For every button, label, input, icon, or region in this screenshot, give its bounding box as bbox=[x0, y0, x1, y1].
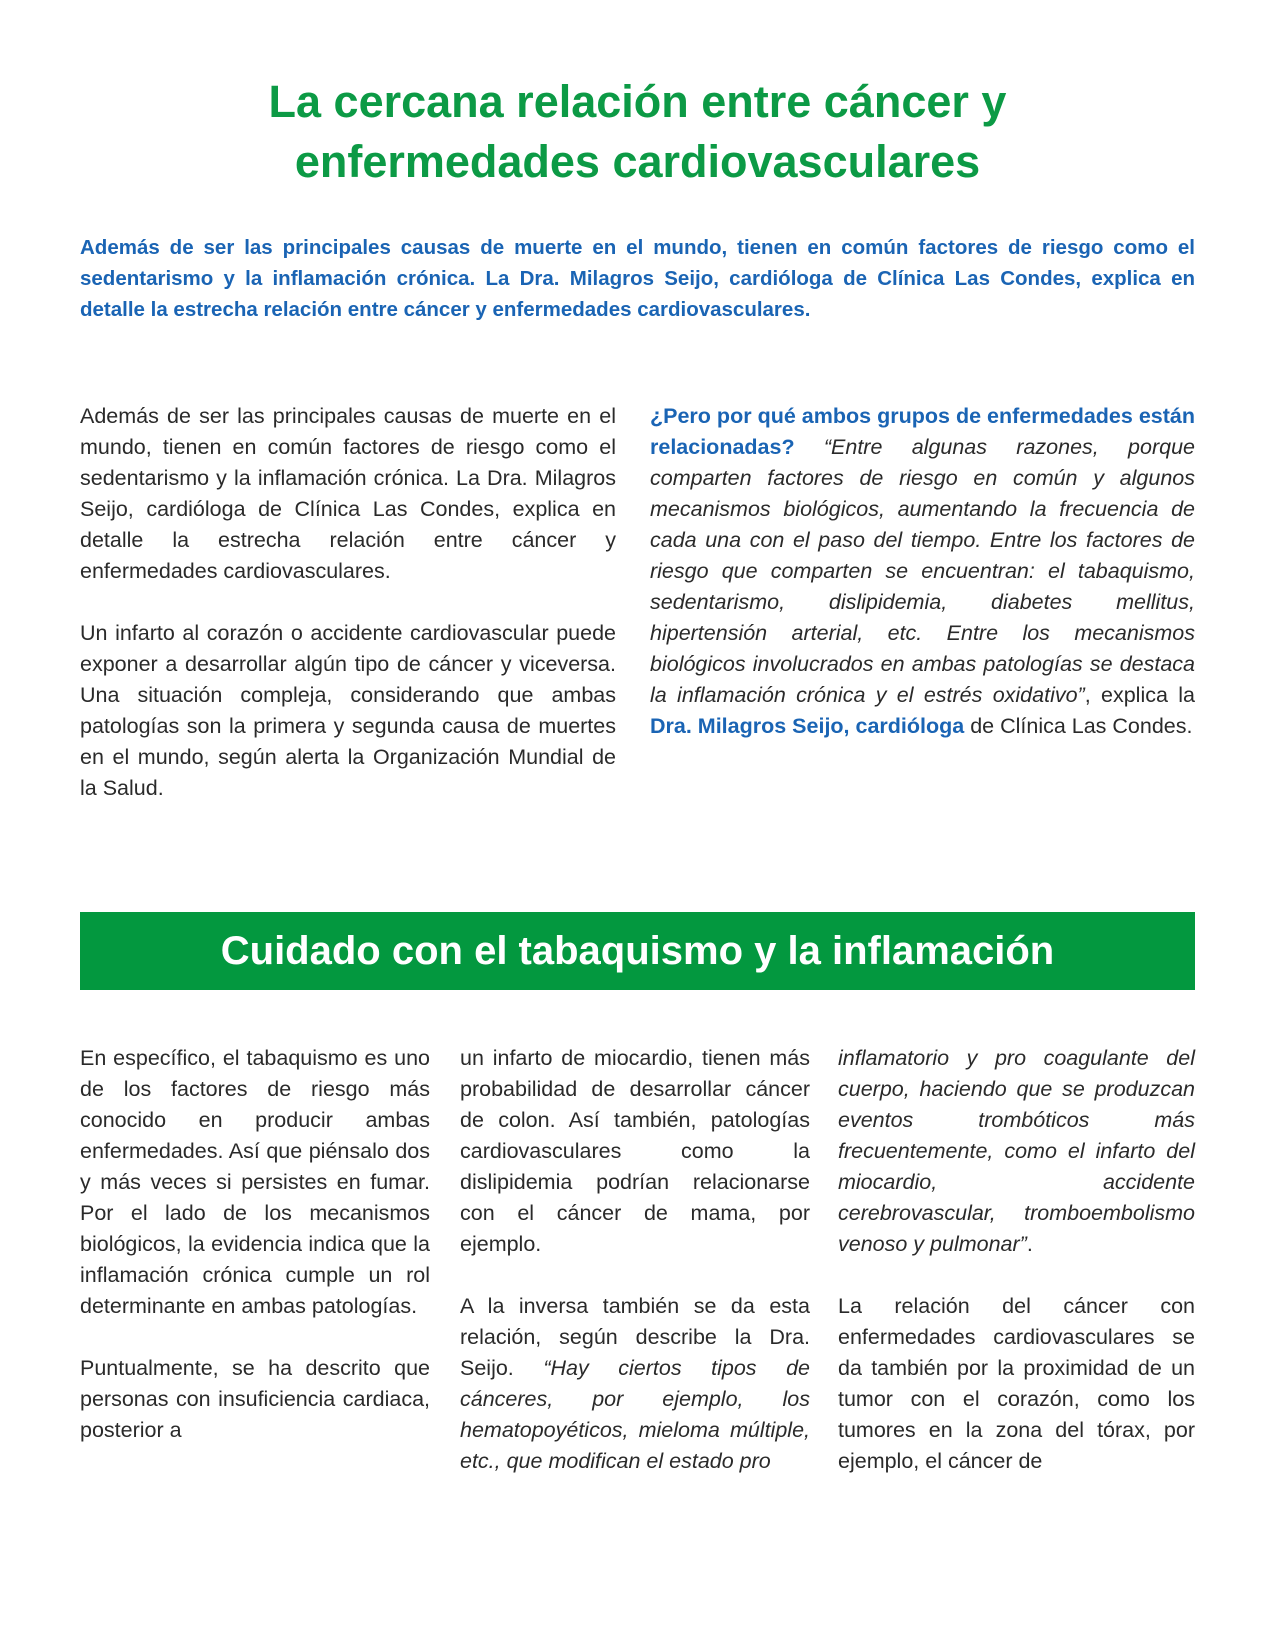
col3-paragraph-1 bbox=[838, 1043, 1195, 1260]
article-lead: Además de ser las principales causas de muerte en el mundo, tienen en común factores de riesgo como el sedentarismo y la inflamación crónica. La Dra. Milagros Seijo, cardióloga de Clínica Las Condes, explica en detalle la estrecha relación entre cáncer y enfermedades cardiovasculares. bbox=[80, 236, 1195, 321]
doctor-name-highlight: Dra. Milagros Seijo, cardióloga bbox=[650, 714, 965, 738]
col2-quote: “Hay ciertos tipos de cánceres, por ejemplo, los hematopoyéticos, mieloma múltiple, etc., que modifican el estado pro bbox=[460, 1356, 810, 1473]
body-column-2 bbox=[460, 1043, 810, 1477]
section-heading-band bbox=[80, 912, 1195, 990]
body-column-3 bbox=[838, 1043, 1195, 1477]
intro-paragraph-1: Además de ser las principales causas de muerte en el mundo, tienen en común factores de riesgo como el sedentarismo y la inflamación crónica. La Dra. Milagros Seijo, cardióloga de Clínica Las Condes, explica en detalle la estrecha relación entre cáncer y enfermedades cardiovasculares. bbox=[80, 404, 616, 583]
question-column bbox=[650, 401, 1195, 742]
col3-quote: inflamatorio y pro coagulante del cuerpo, haciendo que se produzcan eventos trombóticos más frecuentemente, como el infarto del miocardio, accidente cerebrovascular, tromboembolismo venoso y pulmonar” bbox=[838, 1046, 1195, 1256]
body-column-1 bbox=[80, 1043, 430, 1446]
col1-paragraph-1: En específico, el tabaquismo es uno de los factores de riesgo más conocido en producir ambas enfermedades. Así que piénsalo dos y más veces si persistes en fumar. Por el lado de los mecanismos biológicos, la evidencia indica que la inflamación crónica cumple un rol determinante en ambas patologías. bbox=[80, 1046, 430, 1318]
doctor-quote: “Entre algunas razones, porque comparten factores de riesgo en común y algunos mecanismos biológicos, aumentando la frecuencia de cada una con el paso del tiempo. Entre los factores de riesgo que comparten se encuentran: el tabaquismo, sedentarismo, dislipidemia, diabetes mellitus, hipertensión arterial, etc. Entre los mecanismos biológicos involucrados en ambas patologías se destaca la inflamación crónica y el estrés oxidativo” bbox=[650, 435, 1195, 707]
col2-paragraph-1: un infarto de miocardio, tienen más probabilidad de desarrollar cáncer de colon. Así también, patologías cardiovasculares como la dislipidemia podrían relacionarse con el cáncer de mama, por ejemplo. bbox=[460, 1046, 810, 1256]
question-highlight: ¿Pero por qué ambos grupos de enfermedades están relacionadas? bbox=[650, 404, 1195, 459]
article-title-line-2: enfermedades cardiovasculares bbox=[294, 136, 981, 187]
attribution-text: , explica la bbox=[1084, 683, 1195, 707]
col2-paragraph-2 bbox=[460, 1291, 810, 1477]
clinic-text: de Clínica Las Condes. bbox=[964, 714, 1193, 738]
article-title-line-1: La cercana relación entre cáncer y bbox=[268, 76, 1007, 127]
col3-quote-end: . bbox=[1026, 1232, 1033, 1256]
question-paragraph bbox=[650, 401, 1195, 742]
intro-column bbox=[80, 401, 616, 804]
intro-paragraph-2: Un infarto al corazón o accidente cardiovascular puede exponer a desarrollar algún tipo de cáncer y viceversa. Una situación compleja, considerando que ambas patologías son la primera y segunda causa de muertes en el mundo, según alerta la Organización Mundial de la Salud. bbox=[80, 621, 616, 800]
col3-paragraph-2: La relación del cáncer con enfermedades cardiovasculares se da también por la proximidad de un tumor con el corazón, como los tumores en la zona del tórax, por ejemplo, el cáncer de bbox=[838, 1294, 1195, 1473]
col1-paragraph-2: Puntualmente, se ha descrito que personas con insuficiencia cardiaca, posterior a bbox=[80, 1356, 430, 1442]
col2-plain-text: A la inversa también se da esta relación, según describe la Dra. Seijo. bbox=[460, 1294, 810, 1380]
section-heading: Cuidado con el tabaquismo y la inflamación bbox=[220, 929, 1055, 973]
article-title bbox=[80, 72, 1195, 192]
